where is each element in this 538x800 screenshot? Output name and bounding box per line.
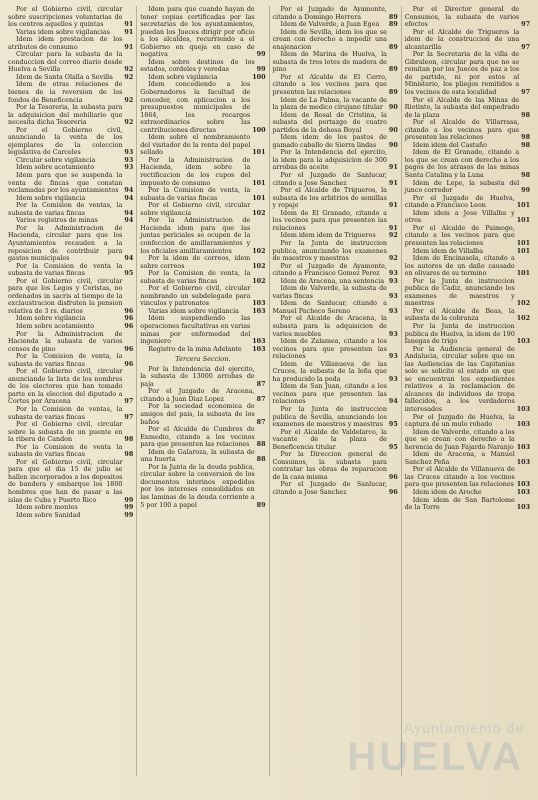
entry-page-number: 103 [252, 345, 266, 353]
index-entry [405, 323, 530, 346]
entry-page-number: 92 [124, 119, 134, 127]
entry-page-number: 99 [521, 187, 530, 195]
entry-page-number: 101 [516, 270, 530, 278]
entry-text: Idem de Galaroza, la subasta de una huerta [140, 448, 255, 464]
entry-text: Por la Junta de instruccion publica de Huelva, la idem de 190 fanegas de trigo [404, 322, 515, 346]
entry-text: Idem de otras relaciones de bienes de la reversion de los fondos de Beneficencia [8, 81, 123, 104]
entry-page-number: 90 [388, 141, 398, 149]
entry-page-number: 97 [521, 21, 530, 29]
entry-text: Idem de Valverde, la subasta de varias fincas [272, 285, 387, 300]
entry-text: Varios registros de minas [16, 217, 98, 225]
index-entry [140, 187, 265, 202]
entry-text: Por el Alcalde de Aracena, la subasta para la adquisicion de varios muebles [272, 315, 387, 338]
entry-page-number: 101 [516, 239, 530, 247]
index-entry [405, 278, 530, 308]
entry-text: Idem sobre acotamiento [16, 164, 95, 172]
index-entry [8, 202, 133, 217]
index-entry [273, 338, 398, 361]
index-entry [405, 6, 530, 29]
index-entry [273, 451, 398, 481]
entry-text: Por el Juzgado de Sanlucar, citando a Jose Sanchez [272, 172, 387, 187]
index-entry [8, 315, 133, 323]
entry-text: Idem idem de los pastos de gamado caballo de Sierra lindas [272, 134, 387, 149]
entry-page-number: 103 [516, 443, 530, 451]
entry-page-number: 99 [124, 496, 134, 504]
entry-page-number: 97 [521, 89, 530, 97]
entry-page-number: 89 [388, 66, 398, 74]
entry-page-number: 102 [252, 209, 266, 217]
entry-page-number: 92 [388, 255, 398, 263]
entry-text: Por el Alcalde de Villarrasa, citando a los vecinos para que presenten las relaciones [404, 119, 520, 142]
entry-page-number: 103 [516, 421, 530, 429]
entry-page-number: 91 [388, 179, 398, 187]
index-entry [273, 29, 398, 52]
index-entry [405, 248, 530, 256]
entry-page-number: 101 [516, 202, 530, 210]
index-entry [140, 134, 265, 157]
entry-text: Idem sobre Sanidad [16, 511, 81, 519]
index-entry [273, 406, 398, 429]
index-entry [273, 6, 398, 21]
entry-text: Por la Junta de instruccion publica de Cadiz, anunciando los examenes de maestros y maestras [404, 277, 515, 308]
entry-text: Idem sobre vigilancia [16, 315, 86, 323]
index-entry [140, 464, 265, 509]
index-entry [273, 383, 398, 406]
entry-page-number: 103 [516, 481, 530, 489]
index-entry [273, 210, 398, 233]
index-entry [140, 285, 265, 308]
entry-page-number: 101 [252, 194, 266, 202]
entry-page-number: 103 [252, 300, 266, 308]
entry-text: Idem sobre acotamiento [16, 322, 95, 330]
entry-page-number: 89 [388, 43, 398, 51]
entry-text: Por la Junta de instruccion publica, anunciando los examenes de maestros y maestras [272, 239, 387, 263]
entry-text: Por la idem de correos, idem sobre correos [140, 255, 251, 270]
entry-page-number: 95 [388, 421, 398, 429]
index-entry [8, 217, 133, 225]
index-entry [405, 195, 530, 210]
entry-text: Por la Comision de ventas, la subasta de varias fincas [8, 202, 123, 217]
index-entry [8, 6, 133, 29]
index-entry [405, 414, 530, 429]
index-entry [273, 232, 398, 240]
entry-text: Idem idem de Villalba [412, 247, 484, 255]
entry-text: Por el Alcalde de Cumbres de Enmedio, citando a los vecinos para que presenten las relaciones [140, 426, 255, 449]
entry-text: Idem sobre destinos de los estados, cordeles y veredas [140, 58, 255, 74]
index-entry [273, 149, 398, 172]
index-entry [8, 164, 133, 172]
entry-text: Por la Administracion de Hacienda la subasta de varios censos de pino [8, 330, 123, 353]
column-3 [269, 6, 398, 776]
entry-page-number: 101 [252, 179, 266, 187]
entry-text: Idem de Aracena, una sentencia [280, 277, 385, 285]
entry-text: Idem idem idem de Trigueros [280, 232, 376, 240]
entry-page-number: 94 [124, 194, 134, 202]
entry-text: Idem suspendiendo las operaciones facultativas en varias minas por enfermedad del ingeniero [140, 315, 251, 346]
entry-text: Idem de Aracena, a Manuel Sanchez Peña [404, 451, 515, 466]
index-columns [8, 6, 530, 779]
entry-page-number: 93 [124, 156, 134, 164]
index-entry [140, 6, 265, 59]
entry-text: Por la Intendencia del ejercito, la idem para la adquisicion de 300 arrobas de aceite [272, 149, 387, 172]
index-entry [140, 202, 265, 217]
entry-text: Por el Gobierno civil, circular sobre la subasta de un puente en la ribera de Candon [8, 421, 123, 444]
index-entry [140, 366, 265, 389]
entry-page-number: 91 [124, 43, 134, 51]
entry-page-number: 103 [516, 338, 530, 346]
index-entry [140, 346, 265, 354]
entry-text: Por la Audiencia general de Andalucia, circular sobre que en las Audiencias de las Capitanias solo se solicite el estado en que se encuentran los expedientes relativos a la reclamacion de alcances de individuos de tropa fallecidos, a los verdaderos interesados [404, 345, 515, 413]
entry-text: Por la Direccion general de Consumos, la subasta para contratar las obras de reparacion de la casa misma [272, 451, 387, 481]
index-entry [273, 74, 398, 97]
entry-text: Por el Gobierno civil, circular para que los Legos y Coristas, no ordenados in sacris al tiempo de la exclaustracion disfruten la pension relativa de 3 rs. diarios [8, 277, 123, 315]
entry-page-number: 94 [388, 398, 398, 406]
index-entry [140, 388, 265, 403]
index-entry [8, 421, 133, 444]
index-entry [140, 81, 265, 134]
index-entry [273, 112, 398, 135]
watermark-line1: Ayuntamiento de [404, 720, 524, 736]
entry-text: Por el Alcalde de Beas, la subasta de la cobranza [404, 307, 515, 323]
entry-page-number: 89 [388, 89, 398, 97]
entry-page-number: 93 [388, 270, 398, 278]
index-entry [405, 51, 530, 96]
entry-text: Idem idem de Aroche [412, 489, 482, 496]
entry-text: Por la Administracion de Hacienda, idem sobre la rectificacion de los cupos del impuesto de consumo [140, 156, 251, 187]
entry-text: Idem idem de San Bartolome de la Torre [404, 496, 515, 512]
entry-page-number: 89 [388, 13, 398, 21]
entry-text: Por el Juzgado de Huelva, citando a Francisco Leon [404, 194, 515, 210]
index-entry [273, 481, 398, 496]
entry-page-number: 102 [252, 277, 266, 285]
entry-text: Por el Alcalde de las Minas de Riotinto, la subasta del empedrado de la plaza [404, 96, 520, 119]
index-entry [273, 134, 398, 149]
index-entry [405, 346, 530, 414]
entry-text: Por la Comision de venta la subasta de varias fincas [8, 262, 123, 278]
entry-text: Por la Administracion de Hacienda idem para que las juntas periciales se ocupen de la confeccion de amillaramientos y los oficiales amillaramientos [140, 217, 251, 255]
entry-page-number: 98 [521, 111, 530, 119]
entry-page-number: 101 [516, 247, 530, 255]
entry-page-number: 100 [252, 73, 266, 81]
entry-text: Idem de Encinasola, citando a los autores de un daño causado en olivares de su termino [404, 255, 515, 278]
entry-text: Idem sobre montes [16, 504, 78, 512]
entry-page-number: 92 [124, 96, 134, 104]
entry-page-number: 101 [252, 149, 266, 157]
entry-page-number: 93 [124, 149, 134, 157]
entry-text: Por el Alcalde de Trigueros la idem de la construccion de una alcantarilla [404, 28, 520, 51]
entry-page-number: 100 [252, 126, 266, 134]
index-entry [8, 278, 133, 316]
entry-text: Idem de Sanlucar, citando a Manuel Pacheco Sereno [272, 300, 387, 315]
index-entry [405, 489, 530, 497]
index-entry [273, 285, 398, 300]
entry-page-number: 92 [124, 66, 134, 74]
entry-text: Por el Juzgado de Ayamonte, citando a Francisco Gomez Perez [272, 262, 387, 278]
entry-text: Idem idem prestacion de los atributos de consumo [8, 36, 123, 51]
entry-text: Por el Juzgado de Ayamonte, citando a Domingo Herrera [272, 6, 387, 21]
entry-text: Idem de Marina de Huelva, la subasta de tres lotes de madera de pino [272, 51, 387, 74]
entry-text: Por la Comision de ventas, la subasta de varias fincas [8, 405, 123, 421]
index-entry [8, 368, 133, 406]
entry-page-number: 98 [521, 141, 530, 149]
entry-page-number: 102 [516, 315, 530, 323]
entry-page-number: 99 [256, 51, 266, 59]
entry-page-number: 96 [124, 307, 134, 315]
entry-text: Por la Administracion de Hacienda, circular para que los Ayuntamientos recauden a la reposicion de contribuir para gastos municipales [8, 224, 123, 263]
entry-page-number: 90 [388, 104, 398, 112]
index-entry [273, 361, 398, 384]
index-entry [405, 225, 530, 248]
entry-page-number: 103 [252, 307, 266, 315]
entry-page-number: 97 [124, 398, 134, 406]
entry-text: Idem de Santa Olalla a Sevilla [16, 73, 113, 81]
entry-text: Por el Juzgado de Aracena, citando a Juan Diaz Lopez [140, 388, 255, 403]
entry-page-number: 93 [388, 330, 398, 338]
entry-page-number: 91 [388, 202, 398, 210]
entry-text: Registro de la mina Adelante [148, 345, 242, 353]
index-entry [405, 149, 530, 179]
entry-page-number: 96 [388, 489, 398, 496]
entry-text: Idem de Villanueva de las Cruces, la subasta de la leña que ha producido la poda [272, 360, 387, 383]
entry-page-number: 88 [256, 441, 266, 449]
index-entry [8, 127, 133, 157]
entry-text: Por el Juzgado de Huelva, la captura de un mulo robado [404, 413, 515, 429]
entry-text: Por el Director general de Consumos, la subasta de varios efectos [404, 6, 520, 29]
index-entry [273, 51, 398, 74]
index-entry [273, 97, 398, 112]
entry-text: Por la Comision de venta, la subasta de varias fincas [140, 187, 251, 202]
entry-page-number: 96 [388, 473, 398, 481]
index-entry [140, 59, 265, 74]
entry-page-number: 95 [388, 443, 398, 451]
entry-text: Idem de Zalamea, citando a los vecinos para que presenten las relaciones [272, 338, 387, 361]
entry-page-number: 103 [516, 489, 530, 496]
index-entry [140, 255, 265, 270]
entry-page-number: 98 [521, 172, 530, 180]
entry-text: Circular sobre vigilancia [16, 156, 96, 164]
entry-page-number: 97 [124, 413, 134, 421]
entry-page-number: 87 [256, 380, 266, 388]
entry-page-number: 98 [521, 134, 530, 142]
entry-text: Por el Gobierno civil, circular anunciando la lista de los nombres de los electores que han tomado parte en la eleccion del diputado a Cortes por Aracena [8, 368, 123, 406]
entry-page-number: 103 [516, 458, 530, 466]
entry-text: Por el Gobierno civil, anunciando la venta de los ejemplares de la coleccion legislativa de Carceles [8, 126, 123, 157]
index-entry [8, 331, 133, 354]
index-entry [8, 225, 133, 263]
entry-page-number: 89 [256, 501, 266, 509]
index-entry [8, 512, 133, 520]
index-entry [405, 429, 530, 452]
entry-page-number: 99 [256, 66, 266, 74]
entry-text: Idem sobre vigilancia [148, 73, 218, 81]
entry-page-number: 96 [124, 322, 134, 330]
entry-page-number: 103 [516, 504, 530, 512]
entry-text: Por la Comision de venta, la subasta de varias fincas [8, 353, 123, 368]
entry-page-number: 91 [388, 224, 398, 232]
entry-text: Idem idem del Castaño [412, 141, 487, 149]
column-1 [8, 6, 133, 776]
entry-text: Por el Juzgado de Sanlucar, citando a Jose Sanchez [272, 481, 387, 496]
entry-text: Por la Tesoreria, la subasta para la adquisicion del mobiliario que necesita dicha Tesoreria [8, 104, 123, 127]
entry-text: Idem de San Juan, citando a los vecinos para que presenten las relaciones [272, 383, 387, 406]
index-entry [8, 81, 133, 104]
entry-text: Por el Gobierno civil, circular sobre suscripciones voluntarias de los centros aquellos y quintas [8, 6, 123, 29]
entry-text: Idem de Sevilla, idem los que se crean con derecho a impedir una enajenacion [272, 28, 387, 51]
entry-text: Idem concediendo a los Gobernadores la facultad de conceder, con aplicacion a los presupuestos municipales de 1864, los recargos extraordinarios sobre las contribuciones directas [140, 81, 251, 134]
entry-text: Por el Alcalde de Valdelarco, la vacante de la plaza de Beneficencia titular [272, 428, 387, 451]
entry-text: Circular para la subasta de la conduccion del correo diario desde Huelva a Sevilla [8, 51, 123, 74]
entry-page-number: 87 [256, 395, 266, 403]
index-entry [405, 497, 530, 512]
index-entry [405, 255, 530, 278]
entry-page-number: 94 [124, 217, 134, 225]
index-entry [8, 406, 133, 421]
entry-page-number: 103 [516, 405, 530, 413]
entry-page-number: 95 [124, 270, 134, 278]
index-entry [273, 315, 398, 338]
entry-page-number: 96 [124, 360, 134, 368]
entry-page-number: 99 [124, 511, 134, 519]
index-entry [8, 353, 133, 368]
entry-text: Idem idem a Jose Villalba y otros [404, 209, 515, 225]
entry-page-number: 88 [256, 456, 266, 464]
entry-page-number: 90 [388, 126, 398, 134]
entry-page-number: 102 [516, 300, 530, 308]
index-entry [405, 180, 530, 195]
index-entry [8, 51, 133, 74]
index-entry [8, 459, 133, 504]
entry-text: Por el Alcalde de Trigueros, la subasta de los arbitrios de semillas y ropaje [272, 187, 387, 210]
entry-page-number: 96 [124, 315, 134, 323]
entry-page-number: 91 [124, 28, 134, 36]
index-entry [273, 240, 398, 263]
index-entry [8, 263, 133, 278]
index-entry [8, 104, 133, 127]
entry-page-number: 92 [124, 73, 134, 81]
index-entry [140, 315, 265, 345]
entry-page-number: 92 [388, 232, 398, 240]
index-entry [140, 217, 265, 255]
entry-page-number: 93 [124, 164, 134, 172]
index-entry [405, 308, 530, 323]
entry-page-number: 93 [388, 277, 398, 285]
entry-text: Por el Gobierno civil, circular para que el dia 15 de julio se hallen incorporados a los depositos de bandera y embarque los 1800 hombres que han de pasar a las islas de Cuba y Puerto Rico [8, 458, 123, 504]
entry-page-number: 98 [124, 451, 134, 459]
index-entry [405, 451, 530, 466]
entry-page-number: 93 [388, 353, 398, 361]
index-entry [8, 444, 133, 459]
index-entry [405, 119, 530, 142]
index-entry [140, 403, 265, 426]
index-entry [273, 300, 398, 315]
entry-text: Por el Alcalde de Paimogo, citando a los vecinos para que presenten las relaciones [404, 224, 515, 247]
entry-page-number: 93 [388, 307, 398, 315]
entry-page-number: 87 [256, 418, 266, 426]
index-entry [405, 466, 530, 489]
index-entry [140, 270, 265, 285]
entry-page-number: 94 [124, 255, 134, 263]
index-entry [140, 449, 265, 464]
entry-text: Por la sociedad economica de amigos del pais, la subasta de los baños [140, 403, 255, 426]
entry-text: Por el Gobierno civil, circular sobre vigilancia [140, 202, 251, 217]
entry-page-number: 93 [388, 292, 398, 300]
entry-page-number: 99 [124, 504, 134, 512]
entry-text: Idem de Valverde, citando a los que se crean con derecho a la herencia de Juan Fajardo Naranjo [404, 428, 515, 451]
index-entry [140, 157, 265, 187]
entry-page-number: 91 [124, 21, 134, 29]
section-heading: Tercera Seccion. [175, 355, 231, 364]
entry-text: Por el Gobierno civil, circular nombrando un subdelegado para vinculos y patronatos [140, 285, 251, 308]
entry-text: Por la Junta de instruccion publica de Sevilla, anunciando los examenes de maestros y maestras [272, 405, 387, 429]
entry-page-number: 94 [124, 187, 134, 195]
index-entry [273, 263, 398, 278]
entry-text: Idem para que se suspenda la venta de fincas que constan reclamadas por los ayuntamientos [8, 172, 123, 195]
entry-text: Por el Alcalde de El Cerro, citando a los vecinos para que presenten las relaciones [272, 73, 387, 97]
index-entry [8, 172, 133, 195]
index-entry [273, 187, 398, 210]
entry-text: Idem de El Granado, citando a los que se crean con derecho a los pagos de los atrasos de las minas Santa Catalina y la Luna [404, 149, 520, 180]
index-entry [273, 172, 398, 187]
entry-text: Idem para que cuando hayan de tener copias certificadas por las secretarias de los ayuntamientos, puedan los Jueces dirigir por oficio a los alcaldes, recurriendo a el Gobierno en queja en caso de negativa [140, 6, 255, 59]
entry-text: Varias idem sobre vigilancias [16, 28, 110, 36]
entry-page-number: 102 [252, 262, 266, 270]
entry-text: Por la Junta de la deuda publica, circular sobre la conversion de los documentos interinos expedidos por los intereses consolidados en las laminas de la deuda corriente a 5 por 100 a papel [140, 463, 255, 509]
entry-text: Idem de Lepe, la subasta del junco corredor [404, 179, 520, 195]
index-entry [273, 429, 398, 452]
index-entry [405, 97, 530, 120]
entry-page-number: 103 [252, 338, 266, 346]
entry-text: Idem de Rosal de Cristina, la subasta del portazgo de cuatro partidos de la dehesa Boyal [272, 111, 387, 134]
entry-page-number: 93 [388, 375, 398, 383]
index-entry [140, 426, 265, 449]
index-entry [405, 210, 530, 225]
entry-page-number: 96 [124, 345, 134, 353]
column-4 [401, 6, 530, 776]
index-entry [8, 323, 133, 331]
entry-text: Por la Secretaria de la villa de Gibraleon, circular para que no se remitan por los Jueces de paz a los de partido, ni por estos al Ministerio, los pliegos remitidos a los vecinos de esta localidad [404, 51, 520, 97]
index-entry [273, 21, 398, 29]
column-2 [136, 6, 265, 776]
entry-text: Por la Comision de venta, la subasta de varias fincas [140, 270, 251, 285]
entry-page-number: 91 [388, 164, 398, 172]
entry-text: Varias idem sobre vigilancia [148, 307, 239, 315]
entry-text: Por el Alcalde de Villanueva de las Cruces citando a los vecinos para que presenten las relaciones [404, 466, 515, 489]
entry-page-number: 97 [521, 43, 530, 51]
entry-page-number: 101 [516, 217, 530, 225]
entry-text: Idem sobre vigilancia [16, 194, 86, 202]
entry-text: Por la Intendencia del ejercito, la subasta de 13000 arrobas de paja [140, 365, 255, 388]
watermark-line2: HUELVA [347, 735, 524, 779]
entry-text: Idem de El Granado, citando a los vecinos para que presenten las relaciones [272, 209, 387, 232]
index-entry [405, 29, 530, 52]
entry-text: Idem de La Palma, la vacante de la plaza de medico cirujano titular [272, 96, 387, 112]
entry-text: Por la Comision de venta la subasta de varias fincas [8, 443, 123, 459]
index-entry [8, 36, 133, 51]
entry-page-number: 102 [252, 247, 266, 255]
entry-page-number: 89 [388, 21, 398, 29]
entry-text: Idem sobre el nombramiento del visitador de la renta del papel sellado [140, 134, 251, 157]
entry-page-number: 98 [124, 436, 134, 444]
entry-text: Idem de Valverde, a Juan Egea [280, 21, 380, 29]
index-entry [8, 504, 133, 512]
entry-page-number: 94 [124, 209, 134, 217]
